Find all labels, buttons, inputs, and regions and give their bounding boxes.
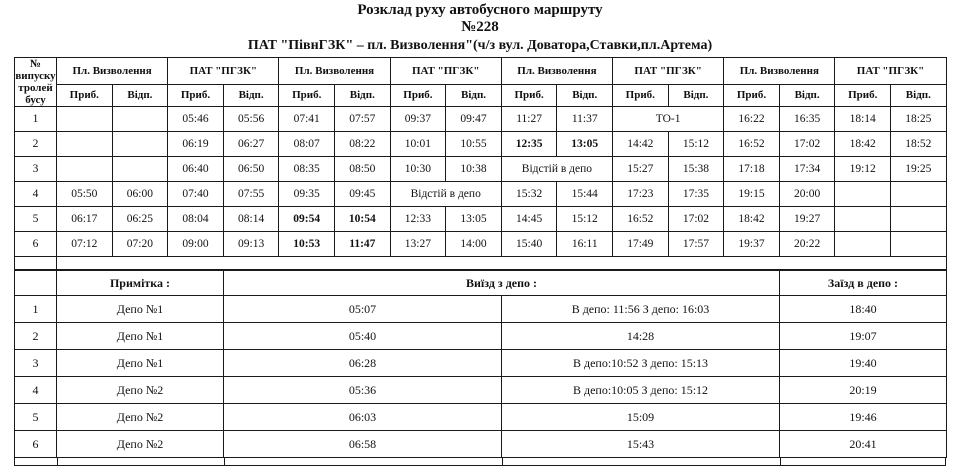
cell: 09:13 — [223, 232, 279, 257]
cell: 13:05 — [446, 207, 502, 232]
subheader-depart-0: Відп. — [112, 84, 168, 106]
cell: 08:35 — [279, 157, 335, 182]
cell: 14:00 — [446, 232, 502, 257]
note-cell: Депо №1 — [57, 296, 224, 323]
cell: 09:45 — [335, 182, 391, 207]
cell: 10:38 — [446, 157, 502, 182]
cell: 14:42 — [613, 132, 669, 157]
cell: 08:50 — [335, 157, 391, 182]
cell: 05:50 — [57, 182, 113, 207]
lower-header-note: Примітка : — [57, 271, 224, 296]
cell: 15:12 — [557, 207, 613, 232]
subheader-depart-7: Відп. — [891, 84, 947, 106]
subheader-depart-3: Відп. — [446, 84, 502, 106]
cell: 18:25 — [891, 107, 947, 132]
cell: 05:46 — [168, 107, 224, 132]
subheader-depart-2: Відп. — [335, 84, 391, 106]
subheader-arrive-5: Приб. — [613, 84, 669, 106]
cell — [891, 182, 947, 207]
list-item — [15, 350, 947, 377]
cell: 20:00 — [779, 182, 835, 207]
cell: 15:27 — [613, 157, 669, 182]
cell: 09:35 — [279, 182, 335, 207]
row-number: 5 — [15, 207, 57, 232]
lower-header-depart: Виїзд з депо : — [224, 271, 780, 296]
shift-cell: 15:09 — [502, 404, 780, 431]
cell: 07:40 — [168, 182, 224, 207]
cell: 18:42 — [724, 207, 780, 232]
subheader-depart-6: Відп. — [779, 84, 835, 106]
depart-cell: 06:28 — [224, 350, 502, 377]
cell: 10:01 — [390, 132, 446, 157]
cell: 10:55 — [446, 132, 502, 157]
cell: 06:19 — [168, 132, 224, 157]
cell: 20:22 — [779, 232, 835, 257]
main-table-header-row — [15, 58, 947, 85]
subheader-arrive-0: Приб. — [57, 84, 113, 106]
title-line-2: №228 — [461, 19, 499, 35]
cell: 07:55 — [223, 182, 279, 207]
cell: 09:54 — [279, 207, 335, 232]
row-number: 1 — [15, 296, 57, 323]
main-table-subheader-row — [15, 84, 947, 106]
cell: 14:45 — [501, 207, 557, 232]
row-number: 3 — [15, 350, 57, 377]
cell: 11:37 — [557, 107, 613, 132]
arrive-cell: 20:41 — [780, 431, 947, 458]
cell: 19:12 — [835, 157, 891, 182]
cell-depot-rest: Відстій в депо — [501, 157, 612, 182]
subheader-arrive-3: Приб. — [390, 84, 446, 106]
cell-to1: ТО-1 — [613, 107, 724, 132]
shift-cell: 14:28 — [502, 323, 780, 350]
header-stop-4: Пл. Визволення — [501, 58, 612, 85]
cell: 17:57 — [668, 232, 724, 257]
cell: 09:47 — [446, 107, 502, 132]
row-number: 6 — [15, 431, 57, 458]
cell — [57, 157, 113, 182]
spacer-row — [15, 257, 947, 270]
cell — [57, 107, 113, 132]
cell — [891, 232, 947, 257]
cell: 18:14 — [835, 107, 891, 132]
title-line-3: ПАТ "ПівнГЗК" – пл. Визволення"(ч/з вул. Доватора,Ставки,пл.Артема) — [247, 38, 713, 53]
note-cell: Депо №2 — [57, 431, 224, 458]
depart-cell: 05:40 — [224, 323, 502, 350]
table-row — [15, 207, 947, 232]
cell — [835, 232, 891, 257]
header-stop-0: Пл. Визволення — [57, 58, 168, 85]
main-schedule-table — [14, 57, 947, 270]
cell: 17:02 — [779, 132, 835, 157]
cell: 17:18 — [724, 157, 780, 182]
cell — [57, 132, 113, 157]
cell: 19:37 — [724, 232, 780, 257]
cell: 06:27 — [223, 132, 279, 157]
header-stop-3: ПАТ "ПГЗК" — [390, 58, 501, 85]
cell: 17:35 — [668, 182, 724, 207]
cell: 07:12 — [57, 232, 113, 257]
cell: 16:11 — [557, 232, 613, 257]
list-item — [15, 296, 947, 323]
shift-cell: 15:43 — [502, 431, 780, 458]
shift-cell: В депо:10:05 З депо: 15:12 — [502, 377, 780, 404]
spacer-cell — [57, 257, 947, 270]
table-row — [15, 157, 947, 182]
row-number: 2 — [15, 132, 57, 157]
cell: 12:35 — [501, 132, 557, 157]
cell: 07:57 — [335, 107, 391, 132]
shift-cell: В депо: 11:56 З депо: 16:03 — [502, 296, 780, 323]
cell — [835, 182, 891, 207]
header-stop-6: Пл. Визволення — [724, 58, 835, 85]
cell: 06:00 — [112, 182, 168, 207]
header-stop-2: Пл. Визволення — [279, 58, 390, 85]
cell: 15:32 — [501, 182, 557, 207]
header-stop-7: ПАТ "ПГЗК" — [835, 58, 946, 85]
bottom-border-strip — [14, 458, 946, 466]
cell: 11:27 — [501, 107, 557, 132]
cell: 06:40 — [168, 157, 224, 182]
cell: 08:22 — [335, 132, 391, 157]
subheader-depart-1: Відп. — [223, 84, 279, 106]
subheader-arrive-6: Приб. — [724, 84, 780, 106]
subheader-arrive-2: Приб. — [279, 84, 335, 106]
row-number: 1 — [15, 107, 57, 132]
cell: 18:42 — [835, 132, 891, 157]
cell: 10:54 — [335, 207, 391, 232]
arrive-cell: 19:40 — [780, 350, 947, 377]
cell: 19:15 — [724, 182, 780, 207]
arrive-cell: 19:46 — [780, 404, 947, 431]
cell-depot-rest: Відстій в депо — [390, 182, 501, 207]
row-number: 6 — [15, 232, 57, 257]
cell — [835, 207, 891, 232]
cell: 06:50 — [223, 157, 279, 182]
cell: 10:53 — [279, 232, 335, 257]
cell: 08:04 — [168, 207, 224, 232]
subheader-depart-5: Відп. — [668, 84, 724, 106]
row-number: 2 — [15, 323, 57, 350]
arrive-cell: 19:07 — [780, 323, 947, 350]
cell: 12:33 — [390, 207, 446, 232]
cell: 19:25 — [891, 157, 947, 182]
row-number: 3 — [15, 157, 57, 182]
cell — [112, 157, 168, 182]
subheader-arrive-1: Приб. — [168, 84, 224, 106]
depart-cell: 06:03 — [224, 404, 502, 431]
subheader-depart-4: Відп. — [557, 84, 613, 106]
cell: 16:35 — [779, 107, 835, 132]
arrive-cell: 20:19 — [780, 377, 947, 404]
cell: 16:52 — [724, 132, 780, 157]
spacer-cell — [15, 257, 57, 270]
cell: 18:52 — [891, 132, 947, 157]
note-cell: Депо №1 — [57, 350, 224, 377]
row-number: 5 — [15, 404, 57, 431]
cell: 15:44 — [557, 182, 613, 207]
header-stop-5: ПАТ "ПГЗК" — [613, 58, 724, 85]
cell: 13:05 — [557, 132, 613, 157]
cell: 07:41 — [279, 107, 335, 132]
cell: 13:27 — [390, 232, 446, 257]
shift-cell: В депо:10:52 З депо: 15:13 — [502, 350, 780, 377]
row-number: 4 — [15, 377, 57, 404]
list-item — [15, 404, 947, 431]
table-row — [15, 232, 947, 257]
list-item — [15, 323, 947, 350]
cell — [112, 132, 168, 157]
lower-header-blank — [15, 271, 57, 296]
cell: 09:00 — [168, 232, 224, 257]
cell: 08:07 — [279, 132, 335, 157]
lower-notes-table — [14, 270, 947, 458]
list-item — [15, 431, 947, 458]
depart-cell: 05:36 — [224, 377, 502, 404]
depart-cell: 06:58 — [224, 431, 502, 458]
cell: 07:20 — [112, 232, 168, 257]
cell: 10:30 — [390, 157, 446, 182]
list-item — [15, 377, 947, 404]
table-row — [15, 107, 947, 132]
cell: 15:38 — [668, 157, 724, 182]
cell: 11:47 — [335, 232, 391, 257]
cell: 09:37 — [390, 107, 446, 132]
cell: 05:56 — [223, 107, 279, 132]
header-stop-1: ПАТ "ПГЗК" — [168, 58, 279, 85]
cell: 16:22 — [724, 107, 780, 132]
title-line-1: Розклад руху автобусного маршруту — [357, 2, 603, 18]
header-trip-number: № випуску тролей бусу — [15, 58, 56, 106]
cell: 17:34 — [779, 157, 835, 182]
lower-header-arrive: Заїзд в депо : — [780, 271, 947, 296]
note-cell: Депо №2 — [57, 404, 224, 431]
cell: 15:40 — [501, 232, 557, 257]
note-cell: Депо №1 — [57, 323, 224, 350]
cell: 08:14 — [223, 207, 279, 232]
lower-table-header-row — [15, 271, 947, 296]
cell: 17:02 — [668, 207, 724, 232]
subheader-arrive-4: Приб. — [501, 84, 557, 106]
cell — [112, 107, 168, 132]
note-cell: Депо №2 — [57, 377, 224, 404]
row-number: 4 — [15, 182, 57, 207]
document-title — [14, 2, 946, 55]
cell: 15:12 — [668, 132, 724, 157]
cell: 19:27 — [779, 207, 835, 232]
cell: 06:25 — [112, 207, 168, 232]
cell: 17:23 — [613, 182, 669, 207]
cell — [891, 207, 947, 232]
cell: 16:52 — [613, 207, 669, 232]
subheader-arrive-7: Приб. — [835, 84, 891, 106]
table-row — [15, 182, 947, 207]
cell: 17:49 — [613, 232, 669, 257]
arrive-cell: 18:40 — [780, 296, 947, 323]
cell: 06:17 — [57, 207, 113, 232]
depart-cell: 05:07 — [224, 296, 502, 323]
table-row — [15, 132, 947, 157]
